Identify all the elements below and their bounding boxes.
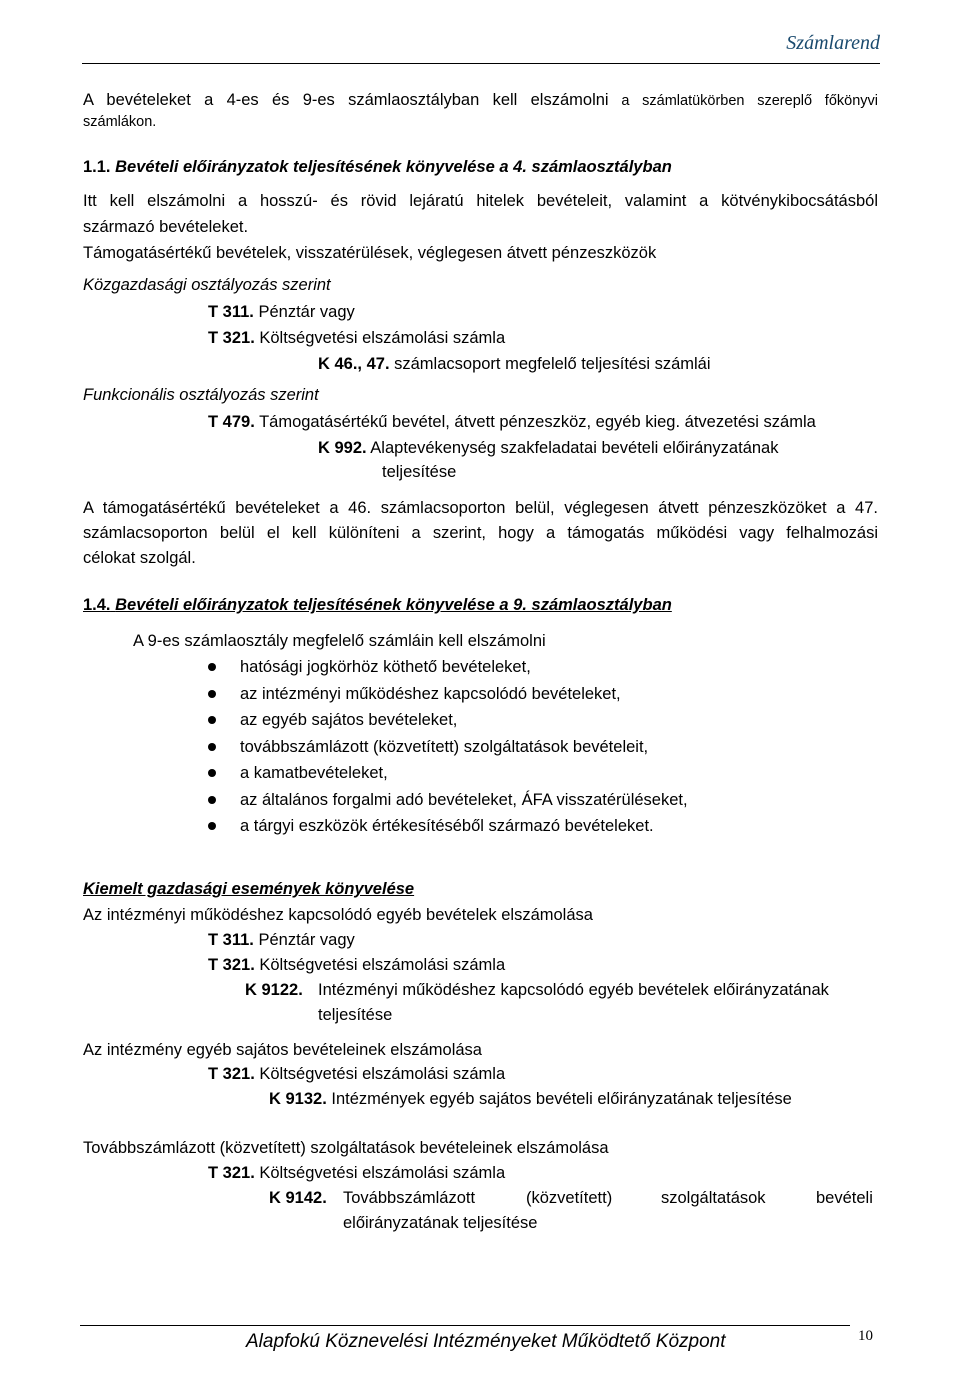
intro-line-2: számlákon. [83, 114, 157, 130]
bullet-item: az általános forgalmi adó bevételeket, ÁFA visszatérüléseket, [240, 790, 688, 809]
footer-organization: Alapfokú Köznevelési Intézményeket Működtető Központ [246, 1331, 726, 1352]
bullet-item: továbbszámlázott (közvetített) szolgáltatások bevételeit, [240, 737, 649, 756]
entry-k46-47: K 46., 47. számlacsoport megfelelő teljesítési számlái [318, 355, 711, 373]
section-1-1-paragraph-line-2: származó bevételeket. [83, 218, 249, 236]
header-divider [82, 63, 880, 64]
event-2-title: Az intézmény egyéb sajátos bevételeinek elszámolása [83, 1041, 482, 1059]
event-1-t321: T 321. Költségvetési elszámolási számla [208, 956, 506, 974]
entry-t321: T 321. Költségvetési elszámolási számla [208, 329, 506, 347]
bullet-item: az intézményi működéshez kapcsolódó bevételeket, [240, 684, 621, 703]
section-1-1-closing-line-2: számlacsoporton belül el kell különíteni a szerint, hogy a támogatás működési vagy felhalmozási [83, 524, 878, 542]
event-1-title: Az intézményi működéshez kapcsolódó egyéb bevételek elszámolása [83, 906, 593, 924]
event-3-title: Továbbszámlázott (közvetített) szolgáltatások bevételeinek elszámolása [83, 1139, 609, 1157]
event-1-k9122-continuation: teljesítése [318, 1006, 393, 1024]
event-1-t311: T 311. Pénztár vagy [208, 931, 355, 949]
functional-classification-label: Funkcionális osztályozás szerint [83, 386, 319, 404]
bullet-dot-icon [208, 690, 216, 698]
intro-line-1: A bevételeket a 4-es és 9-es számlaosztályban kell elszámolni a számlatükörben szereplő főkönyvi [83, 91, 878, 109]
event-2-k9132: K 9132. Intézmények egyéb sajátos bevételi előirányzatának teljesítése [269, 1090, 792, 1108]
event-1-k9122: K 9122. [245, 981, 303, 999]
section-1-1-paragraph-line-1: Itt kell elszámolni a hosszú- és rövid lejáratú hitelek bevételeit, valamint a kötvénykibocsátásból [83, 192, 878, 210]
event-3-word-2: (közvetített) [526, 1189, 613, 1207]
bullet-dot-icon [208, 663, 216, 671]
bullet-dot-icon [208, 743, 216, 751]
event-3-word-3: szolgáltatások [661, 1189, 766, 1207]
event-3-k9142-continuation: előirányzatának teljesítése [343, 1214, 538, 1232]
bullet-dot-icon [208, 769, 216, 777]
bullet-item: a kamatbevételeket, [240, 764, 388, 782]
bullet-dot-icon [208, 822, 216, 830]
section-1-1-closing-line-1: A támogatásértékű bevételeket a 46. számlacsoporton belül, véglegesen átvett pénzeszközöket a 47. [83, 499, 878, 517]
bullet-item: hatósági jogkörhöz köthető bevételeket, [240, 658, 531, 676]
footer-divider [80, 1325, 850, 1326]
event-3-k9142: K 9142. [269, 1189, 327, 1207]
event-3-t321: T 321. Költségvetési elszámolási számla [208, 1164, 506, 1182]
entry-t479: T 479. Támogatásértékű bevétel, átvett pénzeszköz, egyéb kieg. átvezetési számla [208, 413, 816, 431]
entry-k992-continuation: teljesítése [382, 463, 457, 481]
entry-t311: T 311. Pénztár vagy [208, 303, 355, 321]
bullet-item: a tárgyi eszközök értékesítéséből származó bevételeket. [240, 817, 654, 835]
page-number: 10 [858, 1328, 873, 1344]
bullet-dot-icon [208, 796, 216, 804]
section-1-4-heading: 1.4. Bevételi előirányzatok teljesítésének könyvelése a 9. számlaosztályban [83, 596, 672, 614]
section-1-4-intro: A 9-es számlaosztály megfelelő számláin kell elszámolni [133, 632, 546, 650]
key-events-heading: Kiemelt gazdasági események könyvelése [83, 880, 415, 898]
entry-k992: K 992. Alaptevékenység szakfeladatai bevételi előirányzatának [318, 439, 779, 457]
support-revenues-line: Támogatásértékű bevételek, visszatérülések, véglegesen átvett pénzeszközök [83, 244, 657, 262]
bullet-dot-icon [208, 716, 216, 724]
header-title: Számlarend [786, 32, 880, 54]
event-3-word-1: Továbbszámlázott [343, 1189, 476, 1207]
economic-classification-label: Közgazdasági osztályozás szerint [83, 276, 331, 294]
bullet-item: az egyéb sajátos bevételeket, [240, 711, 458, 729]
section-1-1-heading: 1.1. Bevételi előirányzatok teljesítésének könyvelése a 4. számlaosztályban [83, 158, 672, 176]
event-3-word-4: bevételi [816, 1189, 873, 1207]
section-1-1-closing-line-3: célokat szolgál. [83, 549, 196, 567]
event-2-t321: T 321. Költségvetési elszámolási számla [208, 1065, 506, 1083]
event-1-k9122-text: Intézményi működéshez kapcsolódó egyéb bevételek előirányzatának [318, 981, 829, 999]
